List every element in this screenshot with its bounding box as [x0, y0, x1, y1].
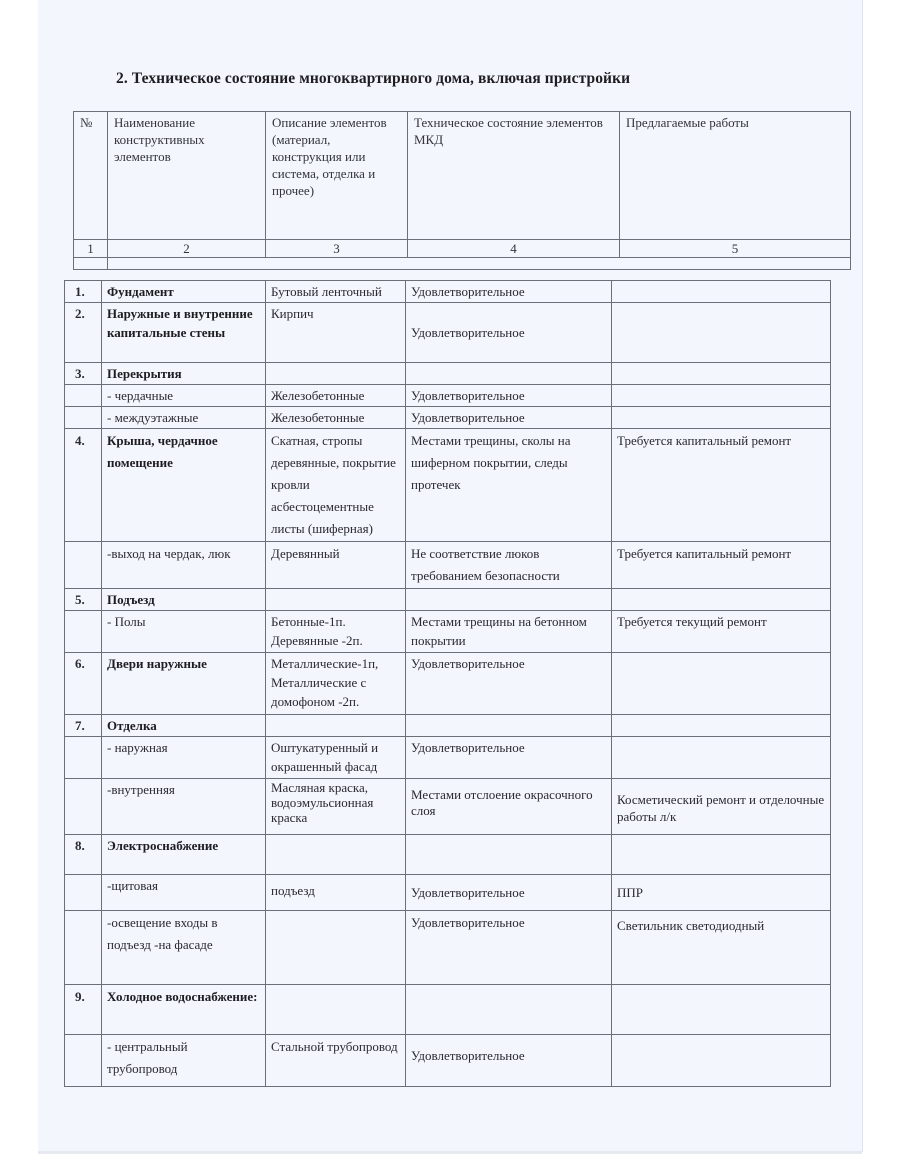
element-condition: Удовлетворительное: [406, 653, 612, 715]
element-description: Скатная, стропы деревянные, покрытие кровли асбестоцементные листы (шиферная): [266, 429, 406, 542]
row-number: [65, 737, 102, 779]
row-number: [65, 911, 102, 985]
element-condition: Удовлетворительное: [406, 303, 612, 363]
proposed-works: ППР: [612, 875, 831, 911]
element-name: -выход на чердак, люк: [102, 542, 266, 589]
element-description: Металлические-1п, Металлические с домофоном -2п.: [266, 653, 406, 715]
element-description: [266, 363, 406, 385]
column-number: 2: [108, 240, 266, 258]
element-name: Перекрытия: [102, 363, 266, 385]
column-number: 3: [266, 240, 408, 258]
row-number: 8.: [65, 835, 102, 875]
column-number: 1: [74, 240, 108, 258]
table-row: [65, 653, 831, 715]
element-name: - чердачные: [102, 385, 266, 407]
row-number: [65, 407, 102, 429]
element-description: [266, 589, 406, 611]
element-description: [266, 911, 406, 985]
element-description: Оштукатуренный и окрашенный фасад: [266, 737, 406, 779]
table-row: [65, 542, 831, 589]
element-condition: Удовлетворительное: [406, 1035, 612, 1087]
table-row: [65, 611, 831, 653]
table-row: [65, 429, 831, 542]
element-condition: Удовлетворительное: [406, 407, 612, 429]
condition-table: [64, 280, 831, 1087]
proposed-works: [612, 835, 831, 875]
spacer-cell: [74, 258, 108, 270]
element-description: подъезд: [266, 875, 406, 911]
element-name: Подъезд: [102, 589, 266, 611]
row-number: 5.: [65, 589, 102, 611]
element-condition: [406, 835, 612, 875]
element-name: - междуэтажные: [102, 407, 266, 429]
element-condition: Удовлетворительное: [406, 281, 612, 303]
row-number: [65, 611, 102, 653]
element-condition: Удовлетворительное: [406, 875, 612, 911]
row-number: [65, 1035, 102, 1087]
row-number: [65, 385, 102, 407]
table-row: [65, 737, 831, 779]
element-description: [266, 985, 406, 1035]
proposed-works: [612, 1035, 831, 1087]
element-name: -щитовая: [102, 875, 266, 911]
element-name: Холодное водоснабжение:: [102, 985, 266, 1035]
row-number: 7.: [65, 715, 102, 737]
proposed-works: Требуется текущий ремонт: [612, 611, 831, 653]
header-element-name: Наименование конструктивных элементов: [108, 112, 266, 240]
row-number: [65, 542, 102, 589]
element-name: -внутренняя: [102, 779, 266, 835]
element-description: Железобетонные: [266, 385, 406, 407]
page-title: 2. Техническое состояние многоквартирного дома, включая пристройки: [116, 70, 631, 87]
element-name: - Полы: [102, 611, 266, 653]
element-description: Масляная краска, водоэмульсионная краска: [266, 779, 406, 835]
table-row: [65, 363, 831, 385]
table-row: [65, 835, 831, 875]
table-row: [65, 911, 831, 985]
element-description: Бетонные-1п. Деревянные -2п.: [266, 611, 406, 653]
table-row: [65, 589, 831, 611]
element-condition: [406, 715, 612, 737]
row-number: 3.: [65, 363, 102, 385]
table-row: [65, 875, 831, 911]
element-name: Электроснабжение: [102, 835, 266, 875]
element-condition: Удовлетворительное: [406, 737, 612, 779]
table-row: [65, 1035, 831, 1087]
element-name: Фундамент: [102, 281, 266, 303]
row-number: 6.: [65, 653, 102, 715]
element-condition: Местами отслоение окрасочного слоя: [406, 779, 612, 835]
spacer-cell: [108, 258, 851, 270]
column-number: 5: [620, 240, 851, 258]
header-works: Предлагаемые работы: [620, 112, 851, 240]
element-condition: Не соответствие люков требованием безопасности: [406, 542, 612, 589]
proposed-works: [612, 653, 831, 715]
proposed-works: Светильник светодиодный: [612, 911, 831, 985]
element-name: Отделка: [102, 715, 266, 737]
row-number: [65, 875, 102, 911]
proposed-works: Требуется капитальный ремонт: [612, 429, 831, 542]
element-condition: Местами трещины, сколы на шиферном покрытии, следы протечек: [406, 429, 612, 542]
element-condition: Удовлетворительное: [406, 385, 612, 407]
element-name: - центральный трубопровод: [102, 1035, 266, 1087]
header-table: [73, 111, 851, 270]
element-description: Кирпич: [266, 303, 406, 363]
row-number: [65, 779, 102, 835]
proposed-works: [612, 589, 831, 611]
proposed-works: [612, 281, 831, 303]
proposed-works: [612, 985, 831, 1035]
header-row: [74, 112, 851, 240]
element-description: Железобетонные: [266, 407, 406, 429]
proposed-works: Косметический ремонт и отделочные работы л/к: [612, 779, 831, 835]
page-edge: [38, 1151, 862, 1154]
proposed-works: [612, 737, 831, 779]
spacer-row: [74, 258, 851, 270]
proposed-works: [612, 407, 831, 429]
proposed-works: Требуется капитальный ремонт: [612, 542, 831, 589]
element-name: -освещение входы в подъезд -на фасаде: [102, 911, 266, 985]
table-row: [65, 385, 831, 407]
table-row: [65, 985, 831, 1035]
element-name: Двери наружные: [102, 653, 266, 715]
row-number: 9.: [65, 985, 102, 1035]
element-name: - наружная: [102, 737, 266, 779]
element-condition: [406, 985, 612, 1035]
element-name: Крыша, чердачное помещение: [102, 429, 266, 542]
element-description: Деревянный: [266, 542, 406, 589]
element-name: Наружные и внутренние капитальные стены: [102, 303, 266, 363]
element-condition: [406, 589, 612, 611]
header-number: №: [74, 112, 108, 240]
element-condition: Удовлетворительное: [406, 911, 612, 985]
table-row: [65, 281, 831, 303]
table-row: [65, 779, 831, 835]
proposed-works: [612, 303, 831, 363]
table-row: [65, 715, 831, 737]
row-number: 1.: [65, 281, 102, 303]
row-number: 4.: [65, 429, 102, 542]
proposed-works: [612, 385, 831, 407]
table-row: [65, 303, 831, 363]
element-description: [266, 835, 406, 875]
header-description: Описание элементов (материал, конструкция или система, отделка и прочее): [266, 112, 408, 240]
header-condition: Техническое состояние элементов МКД: [408, 112, 620, 240]
element-condition: [406, 363, 612, 385]
row-number: 2.: [65, 303, 102, 363]
proposed-works: [612, 715, 831, 737]
element-description: [266, 715, 406, 737]
column-number-row: [74, 240, 851, 258]
column-number: 4: [408, 240, 620, 258]
element-condition: Местами трещины на бетонном покрытии: [406, 611, 612, 653]
proposed-works: [612, 363, 831, 385]
table-row: [65, 407, 831, 429]
element-description: Стальной трубопровод: [266, 1035, 406, 1087]
element-description: Бутовый ленточный: [266, 281, 406, 303]
